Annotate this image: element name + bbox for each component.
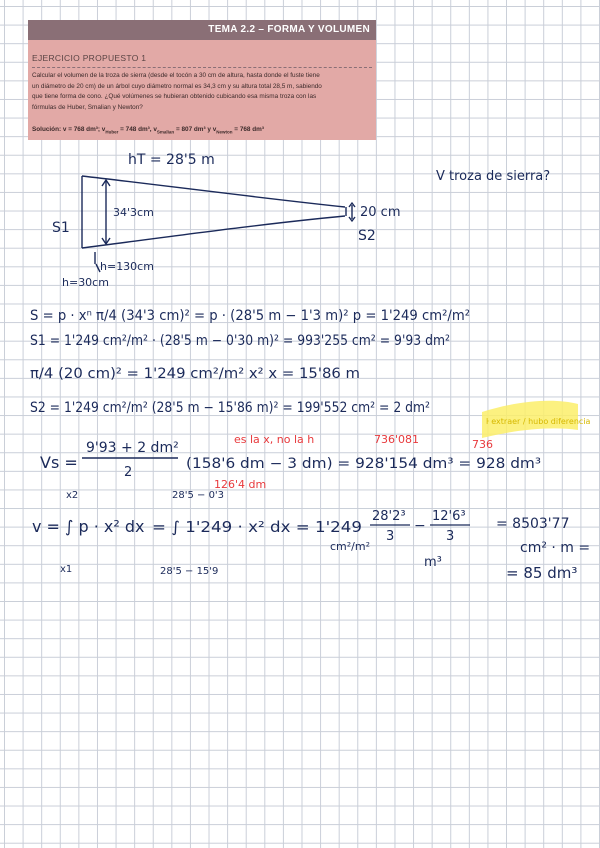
- question-label: V troza de sierra?: [436, 169, 551, 184]
- integral-result: = 8503'77: [496, 516, 570, 532]
- solution-sub: Huber: [105, 129, 119, 135]
- section-1-label: S1: [52, 220, 70, 236]
- equation-s2: S2 = 1'249 cm²/m² (28'5 m − 15'86 m)² = 199'552 cm² = 2 dm²: [30, 400, 430, 416]
- correction-value-3: 736: [472, 438, 493, 451]
- integral-lower-2: 28'5 − 15'9: [160, 566, 219, 577]
- units-cubic-metre: m³: [424, 555, 442, 570]
- fraction-b-denominator: 3: [446, 529, 455, 544]
- highlight-note: [482, 401, 591, 438]
- statement-line: Calcular el volumen de la troza de sierra (desde el tocón a 30 cm de altura, hasta donde el fuste tiene: [32, 72, 320, 79]
- smalian-numerator: 9'93 + 2 dm²: [86, 440, 179, 456]
- integral-lower: x1: [60, 564, 73, 575]
- integral-middle: = ∫ 1'249 · x² dx = 1'249: [152, 518, 362, 536]
- units-fraction: cm²/m²: [330, 540, 371, 553]
- equation-x: π/4 (20 cm)² = 1'249 cm²/m² x² x = 15'86 m: [30, 366, 360, 382]
- breast-height-label: h=130cm: [100, 260, 154, 273]
- statement-line: que tiene forma de cono. ¿Qué volúmenes se hubieran obtenido cubicando esa misma troza con las: [32, 93, 317, 101]
- highlight-text: ŀ extraer / hubo diferencia: [486, 417, 591, 426]
- stump-height-label: h=30cm: [62, 276, 109, 289]
- card-title: TEMA 2.2 – FORMA Y VOLUMEN: [28, 20, 376, 40]
- correction-value-1: 736'081: [374, 433, 420, 446]
- statement-line: fórmulas de Huber, Smalian y Newton?: [32, 103, 143, 111]
- smalian-result: (158'6 dm − 3 dm) = 928'154 dm³ = 928 dm³: [186, 456, 541, 472]
- total-height-label: hT = 28'5 m: [128, 152, 215, 168]
- fraction-a-numerator: 28'2³: [372, 509, 406, 524]
- section-2-label: S2: [358, 228, 376, 244]
- integral-upper-2: 28'5 − 0'3: [172, 490, 225, 501]
- integral-expression: v = ∫ p · x² dx: [32, 517, 145, 536]
- final-volume: = 85 dm³: [506, 564, 578, 582]
- solution-sub: Smalian: [156, 129, 175, 135]
- solution-text: = 768 dm³: [232, 126, 264, 133]
- smalian-denominator: 2: [124, 465, 133, 480]
- solution-text: = 748 dm³, v: [118, 126, 157, 133]
- fraction-a-denominator: 3: [386, 529, 395, 544]
- correction-note: es la x, no la h: [234, 433, 315, 446]
- integral-upper: x2: [66, 490, 79, 501]
- smalian-label: Vs =: [40, 453, 78, 472]
- diameter-2-label: 20 cm: [360, 205, 401, 220]
- statement-line: un diámetro de 20 cm) de un árbol cuyo diámetro normal es 34,3 cm y su altura total 28,5 m, sabiendo: [32, 82, 322, 90]
- minus-sign: −: [414, 518, 426, 534]
- equation-form-factor: S = p · xⁿ π/4 (34'3 cm)² = p · (28'5 m − 1'3 m)² p = 1'249 cm²/m²: [30, 308, 470, 324]
- exercise-subtitle: EJERCICIO PROPUESTO 1: [32, 53, 147, 63]
- trunk-sketch: [82, 176, 355, 272]
- solution-sub: Newton: [216, 129, 233, 135]
- solution-text: Solución: v = 768 dm³; v: [32, 126, 106, 133]
- correction-value-2: 126'4 dm: [214, 478, 267, 491]
- equation-s1: S1 = 1'249 cm²/m² · (28'5 m − 0'30 m)² = 993'255 cm² = 9'93 dm²: [30, 333, 450, 349]
- solution-text: = 807 dm³ y v: [174, 126, 217, 133]
- diameter-1-label: 34'3cm: [113, 206, 154, 219]
- fraction-b-numerator: 12'6³: [432, 509, 466, 524]
- integral-units: cm² · m =: [520, 540, 591, 556]
